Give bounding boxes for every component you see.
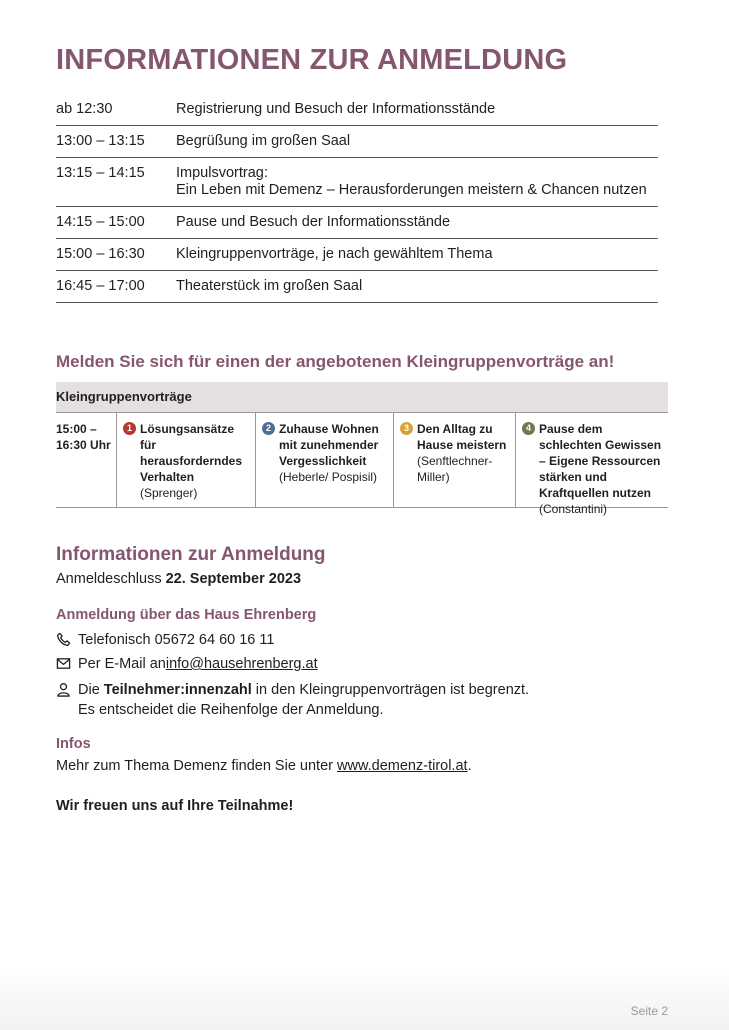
talk-topic-2 bbox=[255, 413, 393, 507]
section-heading: Melden Sie sich für einen der angebotenen Kleingruppenvorträge an! bbox=[56, 352, 615, 371]
person-icon bbox=[56, 682, 72, 720]
deadline-line bbox=[56, 571, 301, 587]
schedule-line: Registrierung und Besuch der Informationsstände bbox=[176, 101, 496, 117]
email-prefix: Per E-Mail an bbox=[78, 656, 166, 672]
schedule-text bbox=[176, 133, 658, 150]
phone-line bbox=[56, 630, 274, 653]
talk-topic-1 bbox=[116, 413, 255, 507]
schedule-time: 16:45 – 17:00 bbox=[56, 278, 145, 294]
topic-speaker: (Senftlechner-Miller) bbox=[417, 454, 493, 484]
schedule-row bbox=[56, 158, 658, 207]
schedule-row bbox=[56, 207, 658, 239]
talk-topic-3 bbox=[393, 413, 515, 507]
talks-time-line: 16:30 Uhr bbox=[56, 438, 111, 452]
topic-content bbox=[123, 421, 251, 501]
topic-text bbox=[417, 421, 511, 485]
schedule-row bbox=[56, 239, 658, 271]
topic-speaker: (Constantini) bbox=[539, 502, 608, 516]
registration-heading: Anmeldung über das Haus Ehrenberg bbox=[56, 607, 317, 623]
number-badge: 1 bbox=[123, 422, 136, 435]
schedule-time: 15:00 – 16:30 bbox=[56, 246, 145, 262]
mail-icon bbox=[56, 656, 72, 677]
schedule-line: Pause und Besuch der Informationsstände bbox=[176, 214, 451, 230]
schedule-table bbox=[56, 94, 658, 303]
topic-title: Den Alltag zu Hause meistern bbox=[417, 422, 507, 452]
number-badge: 4 bbox=[522, 422, 535, 435]
topic-speaker: (Sprenger) bbox=[140, 486, 198, 500]
schedule-line: Ein Leben mit Demenz – Herausforderungen meistern & Chancen nutzen bbox=[176, 182, 647, 198]
schedule-text bbox=[176, 101, 658, 118]
topic-speaker: (Heberle/ Pospisil) bbox=[279, 470, 378, 484]
phone-text: Telefonisch 05672 64 60 16 11 bbox=[78, 632, 275, 648]
schedule-time: 13:15 – 14:15 bbox=[56, 165, 145, 181]
participants-block bbox=[56, 680, 529, 720]
schedule-line: Begrüßung im großen Saal bbox=[176, 133, 351, 149]
talks-table bbox=[56, 382, 668, 516]
topic-text bbox=[140, 421, 251, 501]
schedule-text bbox=[176, 214, 658, 231]
schedule-time: 13:00 – 13:15 bbox=[56, 133, 145, 149]
topic-content bbox=[522, 421, 664, 517]
topic-text bbox=[279, 421, 389, 485]
schedule-text bbox=[176, 278, 658, 295]
infos-prefix: Mehr zum Thema Demenz finden Sie unter bbox=[56, 758, 338, 774]
page-bottom-shade bbox=[0, 970, 729, 1030]
participants-line-1 bbox=[78, 680, 529, 700]
topic-content bbox=[400, 421, 511, 485]
info-title: Informationen zur Anmeldung bbox=[56, 544, 326, 565]
schedule-line: Theaterstück im großen Saal bbox=[176, 278, 363, 294]
schedule-text bbox=[176, 246, 658, 263]
page-number: Seite 2 bbox=[630, 1004, 668, 1018]
participants-prefix: Die bbox=[78, 682, 104, 698]
talk-topic-4 bbox=[515, 413, 668, 516]
schedule-row bbox=[56, 94, 658, 126]
infos-link[interactable]: www.demenz-tirol.at bbox=[337, 758, 468, 774]
schedule-text bbox=[176, 165, 658, 199]
infos-line bbox=[56, 758, 472, 774]
talks-row bbox=[56, 412, 668, 516]
topic-title: Lösungsansätze für herausforderndes Verhalten bbox=[140, 422, 243, 484]
page-title: INFORMATIONEN ZUR ANMELDUNG bbox=[56, 44, 568, 76]
schedule-line: Impulsvortrag: bbox=[176, 165, 268, 181]
number-badge: 3 bbox=[400, 422, 413, 435]
topic-content bbox=[262, 421, 389, 485]
talks-time-cell bbox=[56, 413, 116, 507]
deadline-label: Anmeldeschluss bbox=[56, 571, 166, 587]
email-link[interactable]: info@hausehrenberg.at bbox=[165, 656, 318, 672]
participants-bold: Teilnehmer:innenzahl bbox=[103, 682, 252, 698]
schedule-time: 14:15 – 15:00 bbox=[56, 214, 145, 230]
schedule-time: ab 12:30 bbox=[56, 101, 113, 117]
participants-line-2: Es entscheidet die Reihenfolge der Anmeldung. bbox=[78, 702, 384, 718]
infos-heading: Infos bbox=[56, 736, 91, 752]
phone-icon bbox=[56, 632, 72, 653]
talks-header bbox=[56, 382, 668, 412]
infos-suffix: . bbox=[467, 758, 472, 774]
topic-title: Pause dem schlechten Gewissen – Eigene Ressourcen stärken und Kraftquellen nutzen bbox=[539, 422, 662, 500]
talks-header-label: Kleingruppenvorträge bbox=[56, 389, 192, 404]
email-line bbox=[56, 654, 318, 677]
schedule-line: Kleingruppenvorträge, je nach gewähltem Thema bbox=[176, 246, 493, 262]
closing-line: Wir freuen uns auf Ihre Teilnahme! bbox=[56, 798, 294, 814]
deadline-date: 22. September 2023 bbox=[165, 571, 302, 587]
schedule-row bbox=[56, 126, 658, 158]
talks-time-line: 15:00 – bbox=[56, 422, 97, 436]
schedule-row bbox=[56, 271, 658, 303]
topic-text bbox=[539, 421, 664, 517]
number-badge: 2 bbox=[262, 422, 275, 435]
participants-suffix: in den Kleingruppenvorträgen ist begrenzt. bbox=[251, 682, 530, 698]
participants-text bbox=[78, 680, 529, 720]
topic-title: Zuhause Wohnen mit zunehmender Vergesslichkeit bbox=[279, 422, 379, 468]
